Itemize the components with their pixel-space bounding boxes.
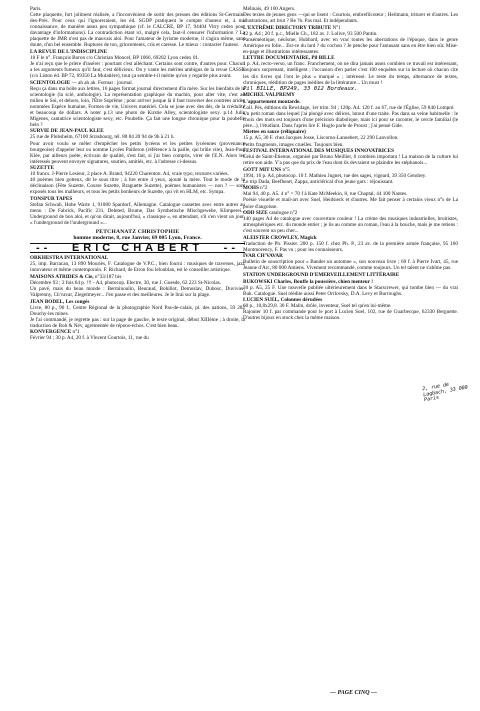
entry-text: Traduction de Ph. Pissier. 200 p. 150 f. chez Ph. P., 23 av. de la première armée française, 95 160 Montmorency, F. Pas vu ; pour les connaisseurs. (243, 240, 458, 253)
entry-heading-text: ALEISTER CROWLEY, Magick (243, 234, 317, 241)
entry-text: Bulletin de souscription pour « Bander un automne », son nouveau livre ; 60 f. à Pierre Ivart, 45, rue Jeanne d'Arc, 80 000 Amiens. Vivement recommandé, comme toujours. Un tel talent ne s'abîme pas. (243, 259, 458, 272)
entry-text: Des textes de jeunes gens —qui se lisent : Courtois, embrefilcoteur ; Heilmann, triturer et d'autres. Les illustrations, art brut ? Be ?h. Pas mal. Et indépendants. (243, 12, 458, 25)
entry-heading-tail: — ah ah ah. Format : journal. (70, 79, 133, 86)
entry-heading-tail: n°1 (71, 329, 80, 336)
entry-heading-tail: catalogue n°2 (267, 210, 298, 217)
entry-text: 42 p. A4 ; 20 f. p.c., Mielle Ch., 182 av. J. Lolive, 93 500 Pantin. (243, 30, 378, 37)
entry-text: Livre, 80 p., 90 f., Centre Régional de la photographie Nord Pas-de-calais, pl. des nations, 59 282 Douchy-les mines. (30, 304, 245, 317)
entry-heading-text: TONSPUR TAPES (30, 195, 73, 202)
entry-text: Poésie visuelle et mail-art avec Suel, Heidsieck et d'autres. Me fait penser à certains vieux n°s de La poire d'angoisse. (243, 197, 458, 210)
entry-text: 10 francs. J-Pierre Lesieur, 2 place A. Brand, 94220 Charenton. A4, vraie typo, textures variées. (30, 171, 229, 178)
left-column (30, 6, 245, 341)
entry-text: 1994, 16 p. A4, photocop. 10 f. Mathieu Jugnet, rue des sages, vigeard, 39 350 Gendrey. (243, 172, 427, 179)
entry-text: Panséméotique, néoïsme, Hubbard, avec en vrac toutes les aberrations de l'époque, dans le genre Amérique en folie... Est-ce du lard ? du cochon ? Je penche pour l'amusant sans en être bien sûr. Mise-en-page et illustrations intéressantes. (243, 36, 458, 55)
entry-heading-text: L'EXTRÊME DIRECTORY TRIBUTE (243, 24, 332, 31)
right-column (243, 6, 458, 321)
entry-text: Un pavé, mais du beau monde : Berminoulin, Beuraud, Bobillot, Demoslav, Dubosc, Duvivier, Valprenny, Ch'vavar, Ziegelmeyer... J'en passe et des meilleures. Je le lirai sur la plage. (30, 286, 245, 299)
entry-heading-text: ORKHESTRA INTERNATIONAL (30, 255, 109, 262)
entry-text: Celui de Saint-Étienne, organisé par Bruno Meillier, 6 combien important ! La maison de la culture lui retire son aide. Y'a pas que du prix de l'eau dont ils devraient se plaindre les stéphanois... (243, 154, 458, 167)
entry-text: Cette plaquette, fort joliment réalisée, a l'inconvénient de sortir des presses des éditions St-Germain-des-Prés. Pour ceux qui l'ignoreraient, les éd. SGDP pratiquent le compte d'auteur et, à ma connaissance, de manière assez peu sympathique (cf. le CALCRE, BP 17, 94404 Vitry cedex pour davantage d'informations). La contradiction étant ici, malgré cela, faut-il censurer l'information ? La plaquette de JMR n'est pas de mauvais aloi. Pour l'amateur de lyrisme moderne, il s'agira même, sans doute, d'un bel ensemble. Ruptures de ton, grincements, cris et caresse. Le mieux : contacter l'auteur. (30, 12, 245, 49)
entry-text: 40 poèmes bien gotteux, dit le sous titre ; à lire entre 4 yeux, ajouté la mère. Tout le mode de la déclinaison (Fête Suzette, Course Suzette, Braguette Suzette), poèmes humanistes — non ? — sont exposés tous les malheurs, et tous les petits bonheurs de Suzette, qui vit en HLM, etc. Sympa. (30, 177, 245, 196)
banner-dashes-right: -- (223, 242, 239, 255)
entry-heading-text: LETTRE DOCUMENTAIRE, Pil BILLE (243, 55, 335, 62)
entry-text: 10 F le n°. François Boron c/o Christian Moncel, BP 1066, 69202 Lyon cedex 01. (30, 54, 200, 61)
entry-heading-text: FESTIVAL INTERNATIONAL DES MUSIQUES INNOVATRICES (243, 148, 394, 155)
entry-text: Mélinais, 49 100 Angers. (243, 6, 296, 12)
entry-heading-text: ODD SIZE (243, 210, 268, 217)
entry-text: Février 94 ; 30 p. A4, 20 f. à Vincent Courtois, 11, rue du (30, 335, 149, 342)
entry-text: Paris. (30, 6, 42, 12)
entry-heading-text: LA REVUE DE L'INDISCIPLINE (30, 48, 108, 55)
entry-heading-text: MAISONS ATRIDES & Cie, (30, 273, 94, 280)
entry-heading-tail: n°2 (258, 185, 268, 192)
entry-heading-text: SURVIE DE JEAN-PAUL KLEE (30, 128, 104, 135)
right-entries (243, 6, 458, 321)
entry-text: Un petit roman dans lequel j'ai plongé avec délices, lutout d'une traite. Pas dans sa veine habituelle : le choix des mots est toujours d'une précision diabolique, mais ici pour se raconter, le cercle familial (le père...), l'étudiant. Dans l'après lire F. Huglo parle de Proust ; j'ai pensé Gide. (243, 110, 458, 129)
entry-heading-text: SUZETTE (30, 165, 54, 172)
entry-heading-text: MICHEL VALPREMY (243, 92, 295, 99)
banner-dashes-left: -- (36, 242, 52, 255)
entry-heading-text: GOTT MIT UNS (243, 166, 282, 173)
entry-heading-text: STATION UNDERGROUND D'EMERVEILLEMENT LITTÉRAIRE (243, 272, 400, 279)
banner-name-row (30, 242, 245, 255)
entry-heading-text: JEAN BODEL, Les congés (30, 298, 90, 305)
entry-heading-text: IVAR CH'VAVAR (243, 253, 283, 260)
entry-heading-text: MOHS (243, 185, 259, 192)
banner-line2: homme moderne, 8, rue Janvier, 69 005 Lyon, France. (73, 235, 202, 242)
entry-text: Rajouter 10 f. par commande pour le port à Lucien Suel, 102, rue de Guarbecque, 62330 Berguette. D'autres bijoux en stock chez la même maison. (243, 309, 458, 322)
entry-heading-tail: n°33/187 bis (93, 273, 122, 280)
entry-text: 1 p. A4, recto-verso, un franc. Franchement, on ne dira jamais assez combien ce travail est intéressant, toujours surprenant, intelligent ; l'occasion d'en parler c'est 100 enquêtes sur la lecture où chacun cite les dix livres qui l'ont le plus « marqué » ; intéressé. Le reste du temps, alternance de textes, chroniques, réédition de pages inédites de la littérature... Un must ! (243, 61, 458, 86)
entry-text: Pour avoir voulu se mêler d'empêcher les petits lycéens et les petites lycéennes (provenance bourgeoise) d'appeler leur ou nomme Lycées Pailleron (référence à la paille, qui brûle vite), Jean-Paul Klée, par ailleurs poète, écrivain de qualité, s'est fait, si j'ai bien compris, virer de l'E.N. Alors les intéressés peuvent envoyer signatures, soutien, amitiés, etc. à l'adresse ci-dessus. (30, 140, 245, 165)
handwritten-address: Pil BILLE, BP249, 33 012 Bordeaux. (243, 85, 358, 92)
entry-heading-text: KONVERGENCE (30, 329, 72, 336)
entry-heading-tail: N°1 (331, 24, 341, 31)
entry-heading-tail: n°5 (281, 166, 290, 173)
entry-text: Stefan Schwab, Hohe Warte 1, 91080 Spardorf, Allemagne. Catalogue cassettes avec entre autres au menu : De Fabrick, Pacific 231, Deleted, Brume, Das Synthetische Mischgewebe, Klimperei... Underground de bon aloi, et qu'on dirait, aujourd'hui, « classique », en attendant, s'il s'en vient un jour, « l'underground de l'underground »... (30, 202, 245, 227)
entry-heading-text: L'appartement moutarde. (243, 98, 301, 105)
entry-text: Coll. Pés, éditions du Rewidage, 1er trim. 94 ; 120p. A4. 120 f. au 67, rue de l'Église, 59 840 Lompré. (243, 104, 455, 111)
entry-text: Décembre 93 ; 2 fois 64 p. !!! - A4, photocop. Electre, 30, rue J. Guesde, 62 223 St-Nicolas. (30, 280, 222, 287)
entry-heading-text: BUKOWSKI Charles, Bouffe la poussière, chien menteur ! (243, 278, 373, 285)
left-entries (30, 6, 245, 226)
entry-text: Petits fragments, images cruelles. Toujours bien. (243, 141, 344, 148)
page-footer: — PAGE CINQ — (330, 690, 378, 696)
entry-text: 60 p., 10,8x29,8. 30 F. Malin, drôle, inventeur, Suel tel qu'en lui-même. (243, 303, 392, 310)
entry-heading (243, 272, 458, 278)
entry-text: 25 rue de Plobsheim, 67100 Strasbourg, tél. 88 84 20 94 de 9h à 21 h. (30, 134, 175, 141)
entry-text: Le trip Dada, Beefheart, Zappa, anticlérical d'un jeune gars : réjouissant. (243, 178, 394, 185)
handwritten-address-note: 2, rue de Lagbach, 33 000 Paris (421, 381, 469, 404)
entry-text: Je l'ai commandé, je regrette pas : sur la page de gauche, le texte original, début XIIIème ; à droite, la traduction de Bob & Név, agrémentée de répons-échos. C'est bien beau. (30, 316, 245, 329)
entry-text: 15 p. A5, 30 F. chez Jacques Josse, Liscorno-Lannebert, 22 290 Lanvollon. (243, 135, 399, 142)
entry-heading-text: Miettes en sauce (réliquaire) (243, 129, 306, 136)
author-banner (30, 229, 245, 253)
banner-line1: PETCHANATZ CHRISTOPHIE (95, 229, 180, 236)
entry-text: 25, imp. Barracan, 13 890 Mouriès, F. Catalogue de V.P.C., bien fourni : musiques de traverses, jazz innovateur et même contemporain. F. Richard, de Etron fou leloublan, est le conseiller artistique. (30, 261, 245, 274)
entry-text: Je n'ai reçu que le prière d'insérer : pourtant c'est alléchant. Certains sont contre, d'autres pour. Chacun a les arguments fumeux qu'il faut, c'est délicieux. On y vante les mérites ambigus de la revue CASSE (c/o Liston éd. BP 72, 69350 La Mulatière), tout ça semble-t-il mérite qu'on y regarde plus avant. (30, 60, 245, 80)
entry-text: 140 pages A4 de catalogue avec couverture couleur ! La crème des musiques industrielles, bruitistes, atmosphériques etc. du monde entier ; je lis au comme un roman, l'eau à la bouche, mais je me retiens : c'est souvent un peu cher... (243, 216, 458, 235)
entry-heading (243, 92, 458, 98)
entry-text: 20 p. A5, 25 F. Une nouvelle publiée ultérieurement dans le Starscrewer, qui tombe bien — du vrai Buk. Catalogue. Suel réédite aussi Peter Orrlovsky, D.A. Levy et Burroughs. (243, 284, 458, 297)
entry-text: Mai 94, 40 p. A5. 4 n° = 70 f à Kate McMeekin, 8, rue Chaptal, 44 100 Nantes. (243, 191, 408, 198)
entry-text: Reçu ça dans ma boîte aux lettres, 16 pages format journal directement d'la mère. Sur les bienfaits de la scientologie (la scié, anthologie). La représentation graphique du machin, pour aller vite, c'est au milieu le Soi, et dehors, loin, l'Être Suprême ; pour arriver jusque là il faut traverser des contrées arides nommées Espèce humaine, Formes de vie, Univers matériel. Cela se joue avec des dés, de la crédulité et beaucoup de dollars. A noter p.13 une photo de Kirstie Alley, scientologiste sexy. p.14 Julia Migenes, cantatrice scientologiste sexy, etc. Poubelle. Ça fait une longue chronique pour la poubelle hein ? (30, 85, 245, 128)
entry-heading-text: LUCIEN SUEL, Colonnes dérudées (243, 297, 323, 304)
left-entries-after (30, 255, 245, 341)
banner-name: ERIC CHABERT (71, 242, 204, 255)
entry-heading-text: SCIENTOLOGIE (30, 79, 71, 86)
